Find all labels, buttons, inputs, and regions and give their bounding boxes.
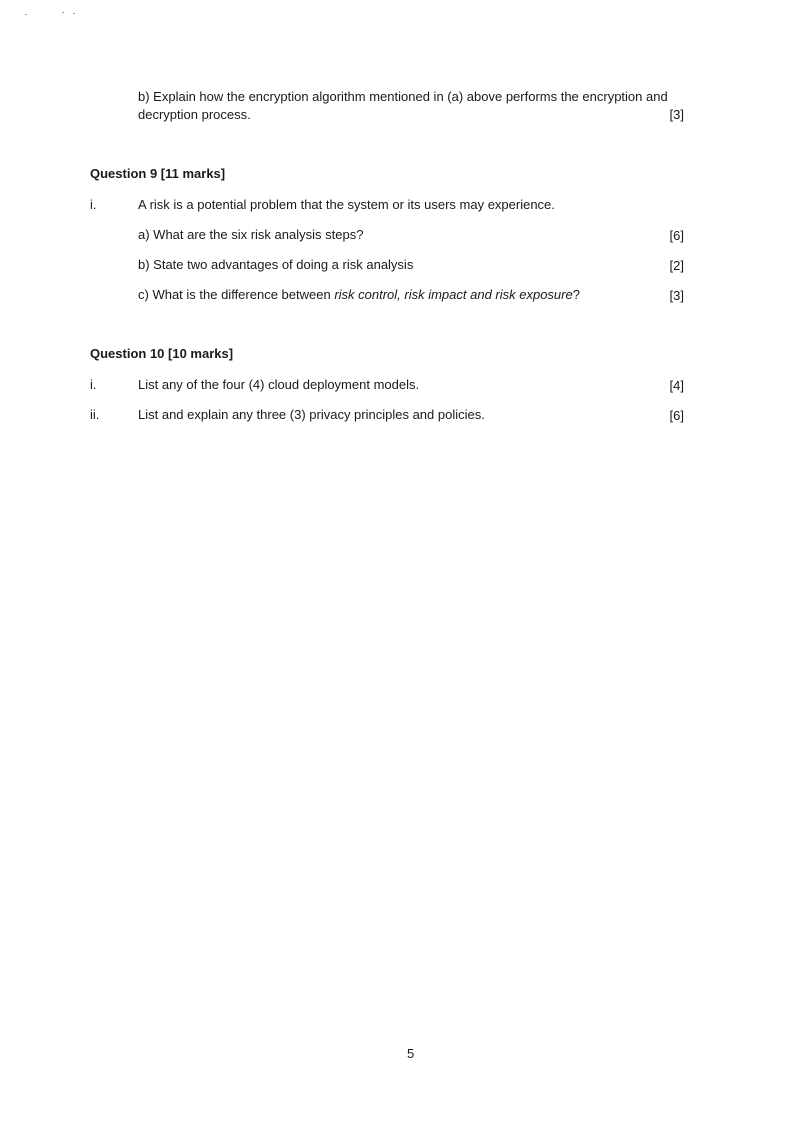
page-number: 5: [407, 1046, 415, 1061]
q10-item-i-text: List any of the four (4) cloud deployment models.: [138, 377, 420, 392]
q9-part-c-text: [138, 287, 580, 302]
q10-item-i-marks: [4]: [669, 378, 684, 393]
scan-speck: [73, 13, 75, 14]
q9-item-i-numeral: i.: [90, 197, 97, 212]
q8-part-b-line1: b) Explain how the encryption algorithm mentioned in (a) above performs the encryption and: [138, 89, 668, 104]
q9-part-b-text: b) State two advantages of doing a risk analysis: [138, 257, 414, 272]
q9-part-c-italic: risk control, risk impact and risk exposure: [334, 287, 573, 302]
question-9-heading: Question 9 [11 marks]: [90, 166, 226, 181]
q10-item-i-numeral: i.: [90, 377, 97, 392]
q10-item-ii-text: List and explain any three (3) privacy principles and policies.: [138, 407, 485, 422]
q10-item-ii-marks: [6]: [669, 408, 684, 423]
q9-part-c-prefix: c) What is the difference between: [138, 287, 335, 302]
q9-part-a-marks: [6]: [669, 228, 684, 243]
question-10-heading: Question 10 [10 marks]: [90, 346, 234, 361]
q9-part-a-text: a) What are the six risk analysis steps?: [138, 227, 364, 242]
q9-part-c-marks: [3]: [669, 288, 684, 303]
q9-item-i-text: A risk is a potential problem that the system or its users may experience.: [138, 197, 555, 212]
q8-part-b-line2: decryption process.: [138, 107, 251, 122]
scan-speck: [25, 14, 27, 15]
q9-part-c-suffix: ?: [572, 287, 580, 302]
q9-part-b-marks: [2]: [669, 258, 684, 273]
q8-part-b-marks: [3]: [669, 107, 684, 122]
q10-item-ii-numeral: ii.: [90, 407, 100, 422]
scan-speck: [62, 12, 64, 13]
